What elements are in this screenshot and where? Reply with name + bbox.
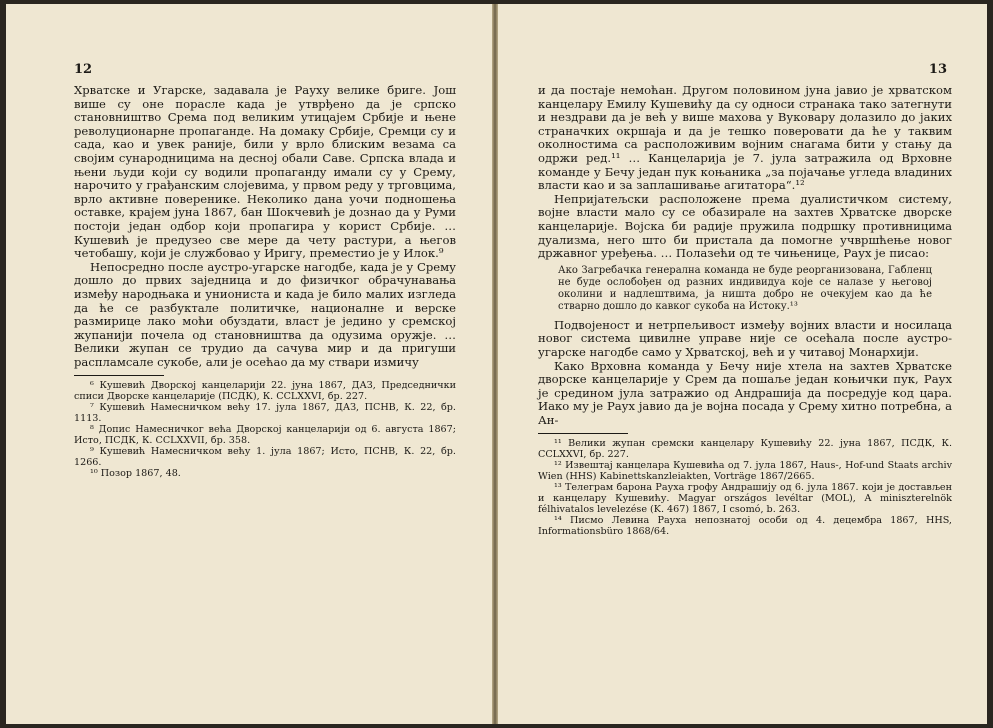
footnote: ¹⁰ Позор 1867, 48. bbox=[90, 468, 181, 480]
footnote: ¹¹ Велики жупан сремски канцелару Кушевићу 22. јуна 1867, ПСДК, К. CCLXXVI, бр. 227. bbox=[538, 438, 952, 461]
footnote: ¹³ Телеграм барона Рауха грофу Андрашију од 6. јула 1867. који је достављен и канцелару Кушевићу. Magyar országos levéltar (MOL), A miniszterelnök félhivatalos levelezése (K. 467) 1867, I csomó, b. 263. bbox=[538, 482, 952, 516]
paragraph: и да постаје немоћан. Другом половином јуна јавио је хрватском канцелару Емилу Кушевићу да су односи странака тако затегнути и нездрави да је већ у више махова у Вуковару долазило до јаких страначких окршаја и да је тешко поверовати да ће у таквим околностима са расположивим војним снагама бити у стању да одржи ред.¹¹ … Канцеларија је 7. јула затражила од Врховне команде у Бечу један пук коњаника „за појачање угледа владиних власти као и за заплашивање агитатора“.¹² bbox=[538, 83, 952, 193]
footnote: ⁹ Кушевић Намесничком већу 1. јула 1867; Исто, ПСНВ, К. 22, бр. 1266. bbox=[74, 446, 456, 469]
paragraph: Непријатељски расположене према дуалистичком систему, војне власти мало су се обазирале на захтев Хрватске дворске канцеларије. Војска би радије пружила подршку противницима дуализма, него што би пристала да помогне учвршћење новог државног уређења. … Полазећи од те чињенице, Раух је писао: bbox=[538, 191, 952, 261]
footnote: ¹⁴ Писмо Левина Рауха непознатој особи од 4. децембра 1867, HHS, Informationsbüro 1868/64. bbox=[538, 515, 952, 538]
page-number: 12 bbox=[74, 62, 93, 77]
book-spread bbox=[6, 4, 987, 724]
right-page bbox=[498, 4, 987, 724]
paragraph: Непосредно после аустро-угарске нагодбе, када је у Срему дошло до првих заједница и до физичког обрачунавања између народњака и униониста и када је било малих изгледа да ће се разбуктале политичке, националне и верске размирице лако моћи обуздати, власт је једино у сремској жупанији почела од становништва да одузима оружје. … Велики жупан се трудио да сачува мир и да пригуши распламсале сукобе, али је осећао да му ствари измичу bbox=[74, 259, 456, 369]
paragraph: Подвојеност и нетрпељивост између војних власти и носилаца новог система цивилне управе није се осећала после аустро-угарске нагодбе само у Хрватској, већ и у читавој Монархији. bbox=[538, 317, 952, 359]
page-number: 13 bbox=[928, 62, 947, 77]
left-page bbox=[6, 4, 492, 724]
footnote: ⁸ Допис Намесничког већа Дворској канцеларији од 6. августа 1867; Исто, ПСДК, К. CCLXXVII, бр. 358. bbox=[74, 424, 456, 447]
block-quote: Ако Загребачка генерална команда не буде реорганизована, Габленц не буде ослобођен од разних индивидуа које се налазе у његовој околини и надлештвима, ја ништа добро не очекујем као да ће стварно дошло до кавког сукоба на Истоку.¹³ bbox=[558, 264, 932, 312]
footnote-rule bbox=[74, 375, 164, 376]
footnote: ¹² Извештај канцелара Кушевића од 7. јула 1867, Haus-, Hof-und Staats archiv Wien (HHS) Kabinettskanzleiakten, Vorträge 1867/2665. bbox=[538, 460, 952, 483]
footnote: ⁶ Кушевић Дворској канцеларији 22. јуна 1867, ДАЗ, Председнички списи Дворске канцеларије (ПСДК), К. CCLXXVI, бр. 227. bbox=[74, 380, 456, 403]
page-body bbox=[74, 84, 456, 479]
page-body bbox=[538, 84, 952, 537]
footnote: ⁷ Кушевић Намесничком већу 17. јула 1867, ДАЗ, ПСНВ, К. 22, бр. 1113. bbox=[74, 402, 456, 425]
paragraph: Хрватске и Угарске, задавала је Рауху велике бриге. Још више су оне порасле када је утврђено да је српско становништво Срема под великим утицајем Србије и њене револуционарне пропаганде. На домаку Србије, Сремци су и сада, као и увек раније, били у врло блиским везама са својим сународницима на десној обали Саве. Српска влада и њени људи који су водили пропаганду имали су у Срему, нарочито у грађанским слојевима, у првом реду у трговцима, врло активне поверенике. Неколико дана уочи подношења оставке, крајем јуна 1867, бан Шокчевић је дознао да у Руми постоји један одбор који пропагира у корист Србије. … Кушевић је предузео све мере да чету растури, а његов четобашу, који је службовао у Иригу, преместио је у Илок.⁹ bbox=[74, 83, 456, 261]
paragraph: Како Врховна команда у Бечу није хтела на захтев Хрватске дворске канцеларије у Срем да пошаље један коњички пук, Раух је средином јула затражио од Андрашија да посредује код цара. Иако му је Раух јавио да је војна посада у Срему хитно потребна, а Ан- bbox=[538, 358, 952, 427]
footnote-rule bbox=[538, 433, 628, 434]
